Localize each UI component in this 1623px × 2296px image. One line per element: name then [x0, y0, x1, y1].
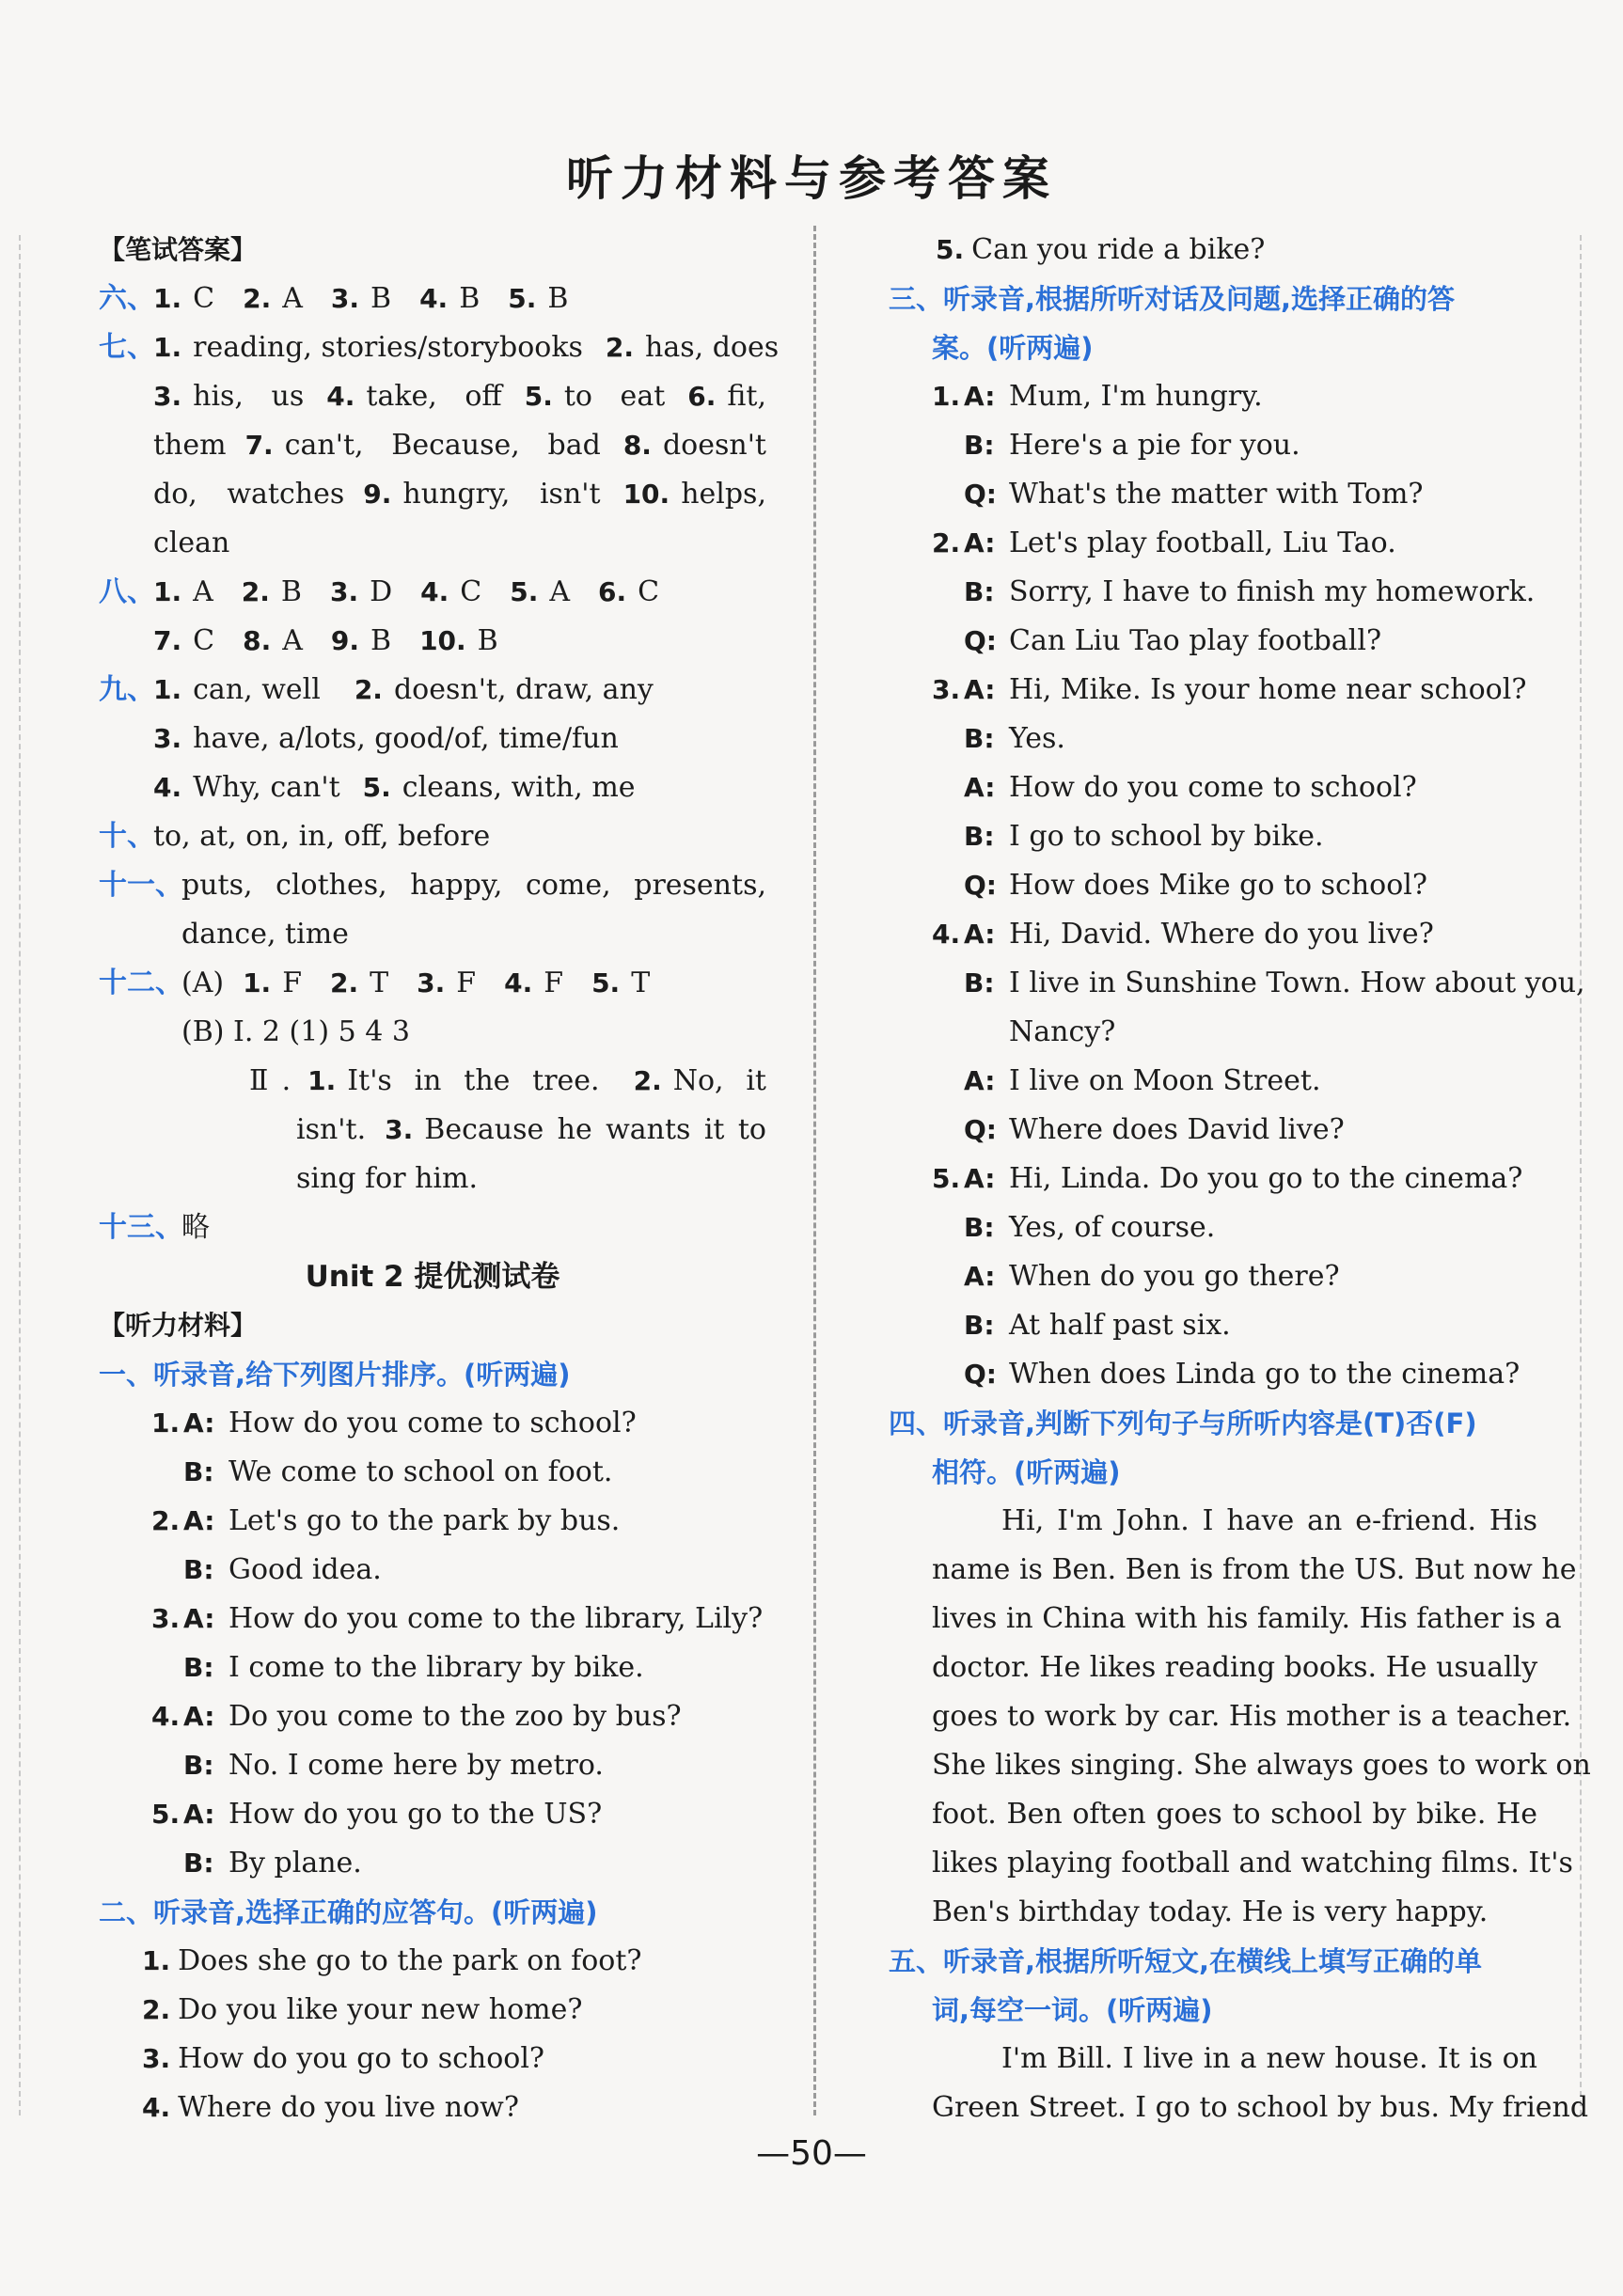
- item-number: 9.: [363, 479, 392, 510]
- answer-text: take, off: [366, 380, 502, 413]
- item-number: 2.: [605, 332, 635, 363]
- dialog-line: [889, 1203, 1537, 1252]
- answer-line: [99, 421, 766, 470]
- answer-line: [99, 372, 766, 421]
- speaker-label: A:: [964, 527, 996, 558]
- dialog-line: [889, 1350, 1537, 1399]
- question-text: How do you go to school?: [178, 2042, 545, 2075]
- dialog-text: Can Liu Tao play football?: [1009, 624, 1382, 657]
- answer-line: [99, 812, 766, 861]
- column-divider: [813, 226, 816, 2115]
- dialog-line: [889, 910, 1537, 959]
- dialog-text: Yes, of course.: [1009, 1211, 1216, 1244]
- question-line: [889, 226, 1537, 275]
- passage-text: I'm Bill. I live in a new house. It is on: [1001, 2042, 1537, 2075]
- item-number: 4.: [420, 576, 449, 607]
- answer-line: [99, 861, 766, 910]
- passage-text: foot. Ben often goes to school by bike. He: [932, 1798, 1537, 1831]
- answer-line: [99, 323, 780, 372]
- speaker-label: B:: [964, 430, 995, 461]
- speaker-label: B:: [183, 1848, 214, 1879]
- question-line: [99, 1986, 766, 2035]
- dialog-text: Yes.: [1009, 722, 1065, 755]
- answer-text: cleans, with, me: [402, 771, 636, 804]
- passage-line: [889, 2035, 1537, 2084]
- dialog-text: Good idea.: [228, 1553, 382, 1586]
- speaker-label: A:: [183, 1505, 215, 1536]
- answer-text: C: [193, 624, 215, 657]
- item-number: 7.: [244, 430, 274, 461]
- item-number: 3.: [385, 1114, 414, 1145]
- answer-line: [99, 959, 766, 1008]
- speaker-label: B:: [964, 967, 995, 999]
- dialog-text: Nancy?: [1009, 1015, 1116, 1048]
- part-title: [889, 323, 1537, 372]
- dialog-line: [99, 1741, 766, 1790]
- answer-text: has, does: [645, 331, 780, 364]
- answer-line: [99, 568, 766, 617]
- answer-text: B: [280, 575, 302, 608]
- answer-text: dance, time: [181, 918, 349, 951]
- dialog-text: At half past six.: [1009, 1309, 1231, 1342]
- part-title-text: 三、听录音,根据所听对话及问题,选择正确的答: [889, 283, 1456, 315]
- item-number: 7.: [153, 625, 182, 656]
- dialog-line: [889, 715, 1537, 763]
- part-title: [889, 1399, 1537, 1448]
- answer-line: [99, 1057, 766, 1106]
- part-label: Ⅱ.: [249, 1064, 292, 1097]
- item-number: 3.: [151, 1603, 181, 1634]
- passage-text: likes playing football and watching films. It's: [932, 1847, 1573, 1879]
- speaker-label: Q:: [964, 1359, 997, 1390]
- dialog-text: By plane.: [228, 1847, 362, 1879]
- answer-text: do, watches: [153, 478, 345, 511]
- dialog-line: [889, 861, 1537, 910]
- dialog-text: Where does David live?: [1009, 1113, 1345, 1146]
- left-page-edge: [19, 235, 21, 2115]
- answer-text: (B) Ⅰ. 2 (1) 5 4 3: [181, 1015, 410, 1048]
- dialog-text: How do you come to school?: [1009, 771, 1417, 804]
- answer-text: can, well: [193, 673, 321, 706]
- speaker-label: A:: [964, 1261, 996, 1292]
- item-number: 1.: [151, 1407, 181, 1439]
- item-number: 6.: [598, 576, 627, 607]
- answer-text: No, it: [672, 1064, 766, 1097]
- passage-text: Ben's birthday today. He is very happy.: [932, 1895, 1489, 1928]
- answer-text: Why, can't: [193, 771, 340, 804]
- item-number: 2.: [243, 283, 272, 314]
- speaker-label: B:: [964, 1310, 995, 1341]
- dialog-line: [889, 1106, 1537, 1155]
- part-title: [99, 1350, 766, 1399]
- speaker-label: A:: [183, 1701, 215, 1732]
- dialog-text: Do you come to the zoo by bus?: [228, 1700, 682, 1733]
- item-number: 4.: [419, 283, 449, 314]
- item-number: 4.: [326, 381, 355, 412]
- question-line: [99, 2084, 766, 2132]
- item-number: 1.: [153, 332, 182, 363]
- dialog-line: [889, 519, 1537, 568]
- section-marker: 六、: [99, 282, 155, 315]
- dialog-line: [99, 1448, 766, 1497]
- dialog-line: [99, 1546, 766, 1595]
- item-number: 10.: [419, 625, 466, 656]
- section-marker: 十、: [99, 820, 155, 853]
- dialog-line: [889, 666, 1537, 715]
- speaker-label: A:: [964, 772, 996, 803]
- section-heading: 【笔试答案】: [99, 234, 258, 265]
- dialog-text: We come to school on foot.: [228, 1455, 613, 1488]
- answer-text: to eat: [563, 380, 666, 413]
- unit-subtitle: [99, 1252, 766, 1301]
- part-title-text: 五、听录音,根据所听短文,在横线上填写正确的单: [889, 1945, 1483, 1977]
- dialog-text: I go to school by bike.: [1009, 820, 1324, 853]
- passage-line: [889, 1888, 1537, 1937]
- dialog-text: How do you come to school?: [228, 1407, 637, 1439]
- dialog-text: Here's a pie for you.: [1009, 429, 1300, 462]
- question-text: Does she go to the park on foot?: [178, 1944, 642, 1977]
- part-title-text: 词,每空一词。(听两遍): [932, 1994, 1213, 2026]
- page-title: 听力材料与参考答案: [566, 151, 1057, 206]
- question-line: [99, 2035, 766, 2084]
- part-title: [889, 1448, 1537, 1497]
- passage-text: goes to work by car. His mother is a teacher.: [932, 1700, 1572, 1733]
- item-number: 5.: [362, 772, 391, 803]
- dialog-text: How do you go to the US?: [228, 1798, 603, 1831]
- answer-text: have, a/lots, good/of, time/fun: [193, 722, 619, 755]
- part-title-text: 相符。(听两遍): [932, 1456, 1121, 1488]
- dialog-line: [99, 1595, 766, 1643]
- speaker-label: A:: [183, 1407, 215, 1439]
- answer-text: B: [370, 282, 392, 315]
- section-heading-line: [99, 1301, 766, 1350]
- dialog-line: [889, 470, 1537, 519]
- dialog-text: I come to the library by bike.: [228, 1651, 644, 1684]
- item-number: 3.: [417, 967, 446, 999]
- part-title: [99, 1888, 766, 1937]
- item-number: 2.: [330, 967, 359, 999]
- part-title: [889, 1986, 1537, 2035]
- right-page-edge: [1580, 235, 1582, 2115]
- dialog-text: I live in Sunshine Town. How about you,: [1009, 967, 1585, 999]
- dialog-line: [99, 1643, 766, 1692]
- part-title-text: 一、听录音,给下列图片排序。(听两遍): [99, 1359, 571, 1391]
- dialog-text: When do you go there?: [1009, 1260, 1340, 1293]
- dialog-text: How do you come to the library, Lily?: [228, 1602, 764, 1635]
- answer-text: helps,: [681, 478, 766, 511]
- speaker-label: A:: [964, 674, 996, 705]
- section-heading: 【听力材料】: [99, 1310, 258, 1341]
- section-marker: 十三、: [99, 1211, 183, 1244]
- answer-text: C: [638, 575, 660, 608]
- answer-line: [99, 763, 766, 812]
- item-number: 2.: [241, 576, 270, 607]
- item-number: 3.: [153, 723, 182, 754]
- speaker-label: A:: [964, 381, 996, 412]
- item-number: 3.: [330, 283, 360, 314]
- item-number: 8.: [622, 430, 652, 461]
- passage-line: [889, 1497, 1537, 1546]
- item-number: 5.: [510, 576, 539, 607]
- answer-text: reading, stories/storybooks: [193, 331, 583, 364]
- answer-line: [99, 519, 766, 568]
- passage-line: [889, 1741, 1591, 1790]
- item-number: 5.: [932, 1163, 961, 1194]
- item-number: 3.: [153, 381, 182, 412]
- speaker-label: A:: [964, 1065, 996, 1096]
- passage-line: [889, 1595, 1562, 1643]
- dialog-line: [889, 617, 1537, 666]
- answer-text: A: [549, 575, 571, 608]
- dialog-line: [99, 1399, 766, 1448]
- dialog-text: I live on Moon Street.: [1009, 1064, 1321, 1097]
- item-number: 5.: [591, 967, 621, 999]
- speaker-label: A:: [183, 1799, 215, 1830]
- item-number: 1.: [307, 1065, 337, 1096]
- answer-line: [99, 1106, 766, 1155]
- answer-text: isn't.: [296, 1113, 367, 1146]
- speaker-label: Q:: [964, 870, 997, 901]
- answer-line: [99, 666, 766, 715]
- answer-text: clean: [153, 527, 230, 559]
- item-number: 1.: [142, 1945, 171, 1976]
- answer-text: T: [631, 967, 651, 999]
- passage-text: She likes singing. She always goes to work on: [932, 1749, 1591, 1782]
- answer-text: F: [282, 967, 303, 999]
- dialog-text: Mum, I'm hungry.: [1009, 380, 1263, 413]
- answer-line: [99, 1203, 766, 1252]
- passage-line: [889, 1790, 1537, 1839]
- item-number: 3.: [932, 674, 961, 705]
- speaker-label: B:: [183, 1456, 214, 1487]
- passage-text: doctor. He likes reading books. He usually: [932, 1651, 1538, 1684]
- item-number: 4.: [151, 1701, 181, 1732]
- answer-text: puts, clothes, happy, come, presents,: [181, 869, 766, 902]
- section-marker: 九、: [99, 673, 155, 706]
- speaker-label: Q:: [964, 479, 997, 510]
- section-marker: 七、: [99, 331, 155, 364]
- dialog-text: Sorry, I have to finish my homework.: [1009, 575, 1536, 608]
- passage-text: Green Street. I go to school by bus. My friend: [932, 2091, 1589, 2124]
- question-text: Do you like your new home?: [178, 1993, 583, 2026]
- dialog-text: Hi, David. Where do you live?: [1009, 918, 1434, 951]
- answer-text: 略: [181, 1211, 210, 1244]
- speaker-label: B:: [183, 1750, 214, 1781]
- speaker-label: B:: [183, 1652, 214, 1683]
- part-title: [889, 275, 1537, 323]
- part-title: [889, 1937, 1537, 1986]
- dialog-text: What's the matter with Tom?: [1009, 478, 1424, 511]
- answer-text: F: [544, 967, 564, 999]
- question-line: [99, 1937, 766, 1986]
- dialog-text: Let's play football, Liu Tao.: [1009, 527, 1396, 559]
- speaker-label: B:: [964, 723, 995, 754]
- speaker-label: B:: [183, 1554, 214, 1585]
- part-title-text: 四、听录音,判断下列句子与所听内容是(T)否(F): [889, 1407, 1477, 1439]
- answer-text: F: [456, 967, 477, 999]
- section-marker: 八、: [99, 575, 155, 608]
- item-number: 2.: [151, 1505, 181, 1536]
- answer-line: [99, 470, 766, 519]
- passage-line: [889, 1692, 1572, 1741]
- answer-text: D: [370, 575, 393, 608]
- answer-text: T: [370, 967, 389, 999]
- item-number: 3.: [142, 2043, 171, 2074]
- passage-text: name is Ben. Ben is from the US. But now he: [932, 1553, 1577, 1586]
- item-number: 4.: [153, 772, 182, 803]
- dialog-line: [889, 568, 1537, 617]
- section-marker: 十一、: [99, 869, 183, 902]
- part-title-text: 案。(听两遍): [932, 332, 1094, 364]
- dialog-text: When does Linda go to the cinema?: [1009, 1358, 1521, 1391]
- text-line: [99, 226, 766, 275]
- item-number: 4.: [142, 2092, 171, 2123]
- item-number: 9.: [330, 625, 360, 656]
- answer-line: [99, 617, 766, 666]
- dialog-line: [889, 812, 1537, 861]
- dialog-line: [99, 1692, 766, 1741]
- answer-text: sing for him.: [296, 1162, 478, 1195]
- dialog-line: [889, 1155, 1537, 1203]
- passage-line: [889, 1839, 1573, 1888]
- dialog-text: Hi, Linda. Do you go to the cinema?: [1009, 1162, 1523, 1195]
- dialog-line: [99, 1790, 766, 1839]
- answer-text: to, at, on, in, off, before: [153, 820, 491, 853]
- dialog-line: [889, 372, 1537, 421]
- answer-text: A: [193, 575, 213, 608]
- answer-text: can't, Because, bad: [284, 429, 601, 462]
- answer-text: A: [282, 282, 303, 315]
- item-number: 6.: [687, 381, 717, 412]
- item-number: 2.: [633, 1065, 662, 1096]
- item-number: 5.: [508, 283, 537, 314]
- answer-line: [99, 275, 766, 323]
- passage-line: [889, 2084, 1589, 2132]
- dialog-text: Hi, Mike. Is your home near school?: [1009, 673, 1527, 706]
- dialog-text: How does Mike go to school?: [1009, 869, 1427, 902]
- answer-text: B: [477, 624, 498, 657]
- answer-line: [99, 715, 766, 763]
- dialog-text: Let's go to the park by bus.: [228, 1504, 621, 1537]
- question-text: Where do you live now?: [178, 2091, 519, 2124]
- speaker-label: A:: [964, 919, 996, 950]
- item-number: 2.: [142, 1994, 171, 2025]
- speaker-label: B:: [964, 1212, 995, 1243]
- item-number: 3.: [329, 576, 359, 607]
- item-number: 8.: [243, 625, 272, 656]
- dialog-line: [889, 1057, 1537, 1106]
- dialog-line: [889, 763, 1537, 812]
- item-number: 1.: [153, 674, 182, 705]
- item-number: 1.: [153, 576, 182, 607]
- answer-line: [99, 1155, 766, 1203]
- answer-text: his, us: [193, 380, 305, 413]
- dialog-line: [99, 1839, 766, 1888]
- passage-text: lives in China with his family. His father is a: [932, 1602, 1562, 1635]
- question-text: Can you ride a bike?: [971, 233, 1266, 266]
- dialog-line: [889, 1301, 1537, 1350]
- speaker-label: A:: [964, 1163, 996, 1194]
- part-title-text: 二、听录音,选择正确的应答句。(听两遍): [99, 1896, 598, 1928]
- answer-text: It's in the tree.: [347, 1064, 600, 1097]
- passage-text: Hi, I'm John. I have an e-friend. His: [1001, 1504, 1537, 1537]
- item-number: 4.: [932, 919, 961, 950]
- dialog-line: [889, 959, 1585, 1008]
- item-number: 5.: [524, 381, 553, 412]
- item-number: 1.: [932, 381, 961, 412]
- answer-text: doesn't, draw, any: [393, 673, 654, 706]
- dialog-line: [889, 421, 1537, 470]
- dialog-text: No. I come here by metro.: [228, 1749, 604, 1782]
- answer-text: C: [460, 575, 482, 608]
- speaker-label: Q:: [964, 1114, 997, 1145]
- answer-text: A: [282, 624, 303, 657]
- section-marker: 十二、: [99, 967, 183, 999]
- answer-line: [99, 1008, 766, 1057]
- answer-text: doesn't: [662, 429, 766, 462]
- answer-text: hungry, isn't: [402, 478, 601, 511]
- item-number: 4.: [504, 967, 533, 999]
- passage-line: [889, 1643, 1537, 1692]
- part-label: (A): [181, 967, 225, 999]
- answer-line: [99, 910, 766, 959]
- speaker-label: B:: [964, 821, 995, 852]
- answer-text: B: [459, 282, 481, 315]
- answer-text: Because he wants it to: [424, 1113, 766, 1146]
- dialog-line: [99, 1497, 766, 1546]
- speaker-label: Q:: [964, 625, 997, 656]
- page-number: —50—: [756, 2134, 867, 2173]
- item-number: 5.: [151, 1799, 181, 1830]
- passage-line: [889, 1546, 1577, 1595]
- answer-text: B: [370, 624, 392, 657]
- answer-text: C: [193, 282, 215, 315]
- speaker-label: A:: [183, 1603, 215, 1634]
- item-number: 10.: [622, 479, 670, 510]
- speaker-label: B:: [964, 576, 995, 607]
- item-number: 1.: [153, 283, 182, 314]
- item-number: 2.: [932, 527, 961, 558]
- answer-text: them: [153, 429, 227, 462]
- unit-title: Unit 2 提优测试卷: [305, 1260, 560, 1294]
- dialog-line: [889, 1008, 1537, 1057]
- dialog-line: [889, 1252, 1537, 1301]
- item-number: 5.: [936, 234, 965, 265]
- answer-text: B: [547, 282, 569, 315]
- item-number: 2.: [354, 674, 383, 705]
- item-number: 1.: [243, 967, 272, 999]
- answer-text: fit,: [727, 380, 766, 413]
